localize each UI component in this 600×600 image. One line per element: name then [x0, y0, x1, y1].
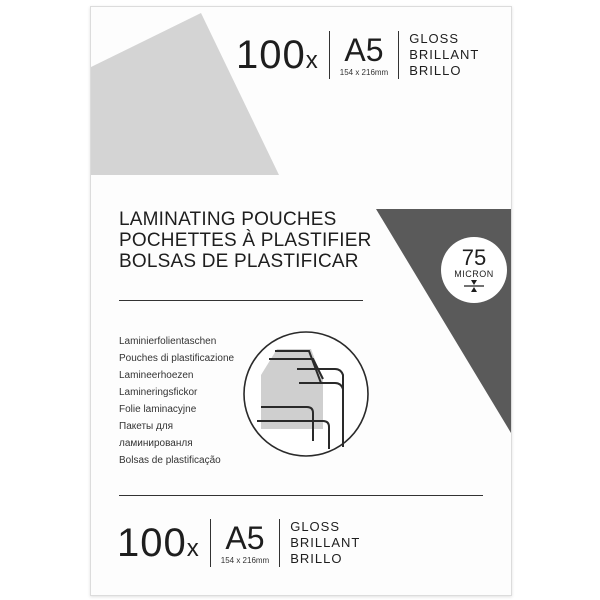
paper-size: A5 [225, 519, 265, 556]
laminating-pouch-package [90, 6, 512, 596]
lang-it: Pouches di plastificazione [119, 353, 235, 364]
thickness-value: 75 [461, 245, 487, 270]
divider [279, 519, 280, 567]
pouch-icon [241, 329, 371, 459]
finish-labels [290, 519, 360, 567]
lang-sv: Lamineringsfickor [119, 387, 198, 398]
quantity: 100x [236, 32, 319, 77]
language-list [119, 333, 234, 469]
finish-en: GLOSS [409, 31, 460, 46]
finish-fr: BRILLANT [409, 47, 480, 62]
lang-nl: Lamineerhoezen [119, 370, 194, 381]
title-fr: POCHETTES À PLASTIFIER [119, 230, 372, 251]
lang-pt: Bolsas de plastificação [119, 455, 221, 466]
thickness-arrows-icon [461, 279, 487, 293]
finish-es: BRILLO [409, 63, 462, 78]
divider [398, 31, 399, 79]
lang-ru-1: Пакеты для [119, 421, 174, 432]
product-titles [119, 209, 372, 272]
thickness-badge [441, 237, 507, 303]
lang-ru-2: ламинированля [119, 438, 193, 449]
dimensions: 154 x 216mm [339, 67, 389, 77]
thickness-unit: MICRON [454, 269, 494, 279]
lang-pl: Folie laminacyjne [119, 404, 197, 415]
divider-rule [119, 495, 483, 496]
divider-rule [119, 300, 363, 301]
divider [329, 31, 330, 79]
title-en: LAMINATING POUCHES [119, 209, 337, 230]
lang-de: Laminierfolientaschen [119, 336, 217, 347]
dark-grey-triangle-shape [91, 7, 511, 595]
divider [210, 519, 211, 567]
dimensions: 154 x 216mm [220, 555, 270, 565]
bottom-product-info [117, 513, 360, 573]
finish-fr: BRILLANT [290, 535, 361, 550]
paper-size: A5 [344, 31, 384, 68]
finish-en: GLOSS [290, 519, 341, 534]
finish-es: BRILLO [290, 551, 343, 566]
size-block [339, 31, 389, 77]
quantity: 100x [117, 520, 200, 565]
title-es: BOLSAS DE PLASTIFICAR [119, 251, 359, 272]
top-product-info [236, 25, 479, 85]
finish-labels [409, 31, 479, 79]
size-block [220, 519, 270, 565]
